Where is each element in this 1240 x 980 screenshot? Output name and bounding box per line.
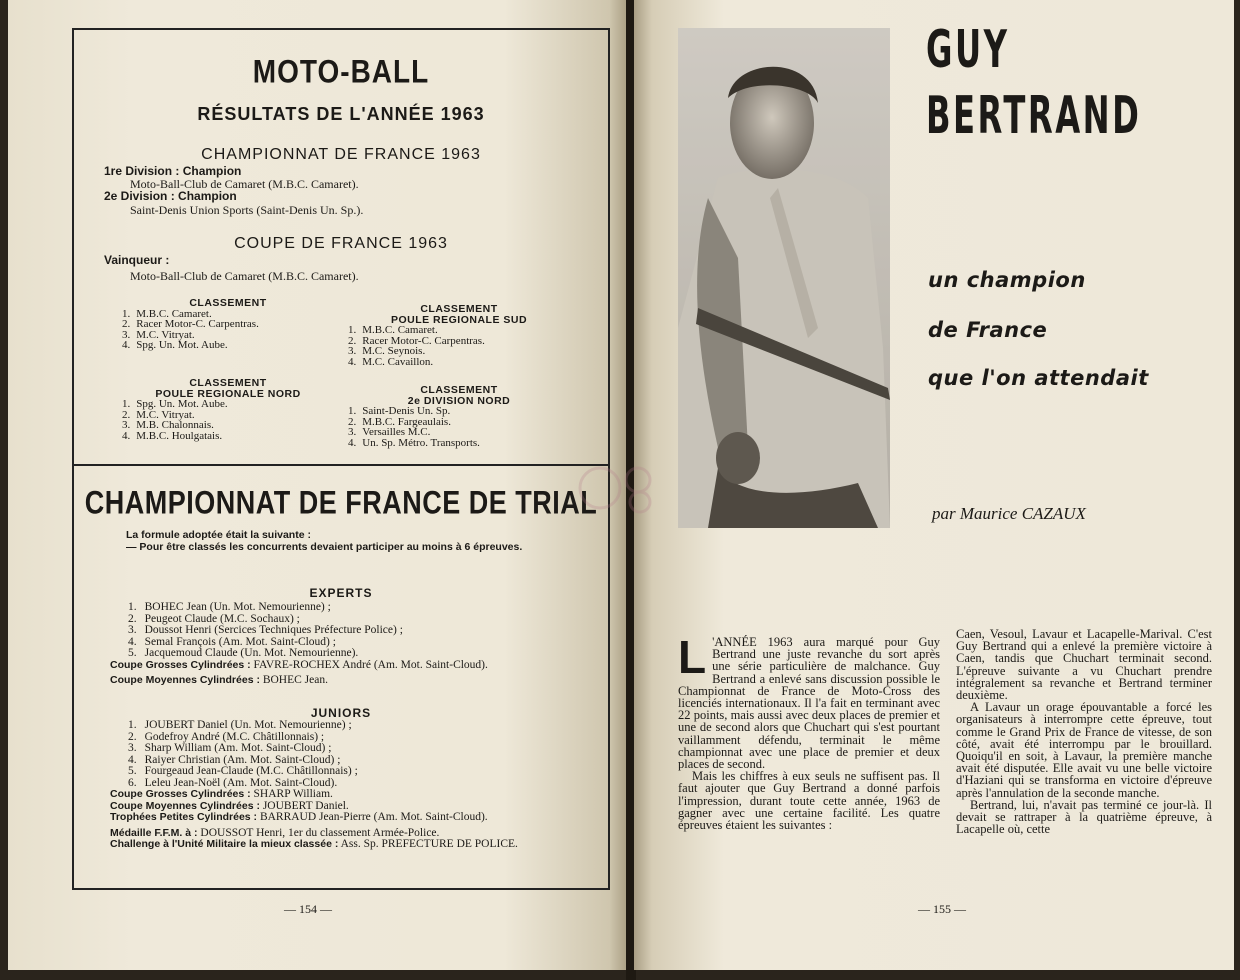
entry: JOUBERT Daniel (Un. Mot. Nemourienne) ;: [144, 719, 352, 731]
coupe-title: COUPE DE FRANCE 1963: [234, 235, 448, 252]
paragraph: Mais les chiffres à eux seuls ne suffisent pas. Il faut ajouter que Guy Bertrand a donné parfois l'impression, durant toute cette année, 1963 de gagner avec une certaine facilité. Les quatre épreuves étaient les suivantes :: [678, 769, 940, 833]
results-frame: [72, 28, 610, 890]
award-winner: JOUBERT Daniel.: [262, 799, 349, 812]
classement-row: [118, 420, 338, 431]
classement-poule-nord: [118, 378, 338, 441]
rank: 5.: [128, 647, 137, 659]
classement-header: CLASSEMENT POULE REGIONALE SUD: [390, 303, 528, 326]
award-category: Coupe Grosses Cylindrées :: [110, 658, 251, 671]
award-winner: Ass. Sp. PREFECTURE DE POLICE.: [340, 838, 518, 850]
team: M.B.C. Camaret.: [136, 307, 212, 320]
entry: Fourgeaud Jean-Claude (M.C. Châtillonnais) ;: [144, 765, 358, 777]
trial-title: CHAMPIONNAT DE FRANCE DE TRIAL: [84, 484, 598, 521]
team: Versailles M.C.: [362, 426, 431, 438]
paragraph: 'ANNÉE 1963 aura marqué pour Guy Bertrand une juste revanche du sort après une série particulière de malchance. Guy Bertrand a enlevé sans discussion possible le Championnat de France de Moto-Cross des licenciés internationaux. Il l'a fait en terminant avec 22 points, mais aussi avec deux places de premier et une de second alors que Chuchart qui s'est pourtant vaillamment défendu, terminait le même championnat avec une place de premier et deux places de second.: [678, 635, 940, 772]
rank: 1.: [128, 601, 137, 613]
classement-2e-division-nord: [344, 385, 574, 448]
div2-team: Saint-Denis Union Sports (Saint-Denis Un. Sp.).: [130, 203, 364, 217]
experts-title: EXPERTS: [309, 586, 373, 600]
results-title: RÉSULTATS DE L'ANNÉE 1963: [197, 104, 485, 124]
classement-row: [118, 431, 338, 442]
award-line: [110, 660, 584, 672]
entry: Godefroy André (M.C. Châtillonnais) ;: [144, 730, 325, 743]
award-winner: SHARP William.: [253, 788, 333, 800]
div2-label: 2e Division : Champion: [104, 189, 237, 203]
team: Racer Motor-C. Carpentras.: [136, 318, 259, 330]
award-line: [110, 839, 584, 851]
rank: 1.: [122, 398, 131, 410]
championnat-title: CHAMPIONNAT DE FRANCE 1963: [201, 146, 481, 163]
team: Spg. Un. Mot. Aube.: [136, 339, 228, 351]
list-item: [114, 743, 584, 755]
rank: 3.: [122, 419, 131, 431]
entry: Peugeot Claude (M.C. Sochaux) ;: [144, 612, 300, 625]
rank: 1.: [348, 405, 357, 417]
paragraph: A Lavaur un orage épouvantable a forcé les organisateurs à interrompre cette épreuve, tout comme le Grand Prix de France de vitesse, de son côté, avait été interrompu par le brouillard. Quoiqu'il en soit, à Lavaur, la première manche avait été disputée. Elle avait vu une belle victoire d'Haziani qui se transforma en victoire d'épreuve après l'annulation de la seconde manche.: [956, 700, 1212, 800]
div1-team: Moto-Ball-Club de Camaret (M.B.C. Camaret).: [130, 177, 359, 191]
entry: BOHEC Jean (Un. Mot. Nemourienne) ;: [144, 601, 331, 613]
rank: 4.: [128, 635, 137, 648]
tagline-line-3: que l'on attendait: [928, 366, 1149, 390]
team: M.C. Cavaillon.: [362, 355, 434, 368]
classement-header: CLASSEMENT POULE REGIONALE NORD: [155, 377, 301, 400]
page-number-left: — 154 —: [284, 902, 332, 916]
list-item: [114, 720, 584, 732]
right-page: [634, 0, 1234, 970]
classement-row: [118, 340, 338, 351]
classement-row: [344, 406, 574, 417]
team: M.B.C. Fargeaulais.: [362, 415, 451, 428]
section-divider: [74, 464, 608, 466]
list-item: [114, 766, 584, 778]
classement-general: [118, 298, 338, 351]
dropcap: L: [678, 631, 707, 683]
classement-header: CLASSEMENT: [189, 297, 267, 309]
classement-poule-sud: [344, 304, 574, 367]
team: M.C. Seynois.: [362, 345, 426, 357]
entry: Doussot Henri (Sercices Techniques Préfecture Police) ;: [144, 624, 403, 636]
rider-photo: [678, 28, 890, 528]
article-column-1: [678, 631, 940, 833]
award-winner: DOUSSOT Henri, 1er du classement Armée-Police.: [200, 826, 440, 839]
name-line-2: BERTRAND: [926, 86, 1142, 146]
team: Saint-Denis Un. Sp.: [362, 405, 451, 417]
rank: 4.: [348, 355, 357, 368]
rank: 3.: [128, 624, 137, 636]
classement-row: [118, 319, 338, 330]
rank: 3.: [348, 426, 357, 438]
tagline-line-2: de France: [928, 318, 1048, 342]
classement-row: [344, 325, 574, 336]
rank: 3.: [348, 345, 357, 357]
rider-portrait-image: [678, 28, 890, 528]
classement-row: [344, 346, 574, 357]
tagline-line-1: un champion: [928, 268, 1086, 292]
award-category: Coupe Moyennes Cylindrées :: [110, 674, 260, 686]
team: M.B. Chalonnais.: [136, 419, 214, 431]
vainqueur-team: Moto-Ball-Club de Camaret (M.B.C. Camaret).: [130, 269, 359, 283]
left-page: [8, 0, 628, 970]
name-line-1: GUY: [926, 20, 1010, 80]
paragraph: Bertrand, lui, n'avait pas terminé ce jour-là. Il devait se rattraper à la quatrième épreuve, à Lacapelle où, cette: [956, 797, 1212, 837]
page-number-right: — 155 —: [918, 902, 966, 916]
award-winner: BARRAUD Jean-Pierre (Am. Mot. Saint-Cloud).: [259, 811, 488, 823]
award-category: Coupe Grosses Cylindrées :: [110, 788, 251, 800]
trial-rules-note: La formule adoptée était la suivante : — Pour être classés les concurrents devaient participer au moins à 6 épreuves.: [126, 529, 523, 553]
entry: Jacquemoud Claude (Un. Mot. Nemourienne).: [144, 647, 359, 659]
rank: 3.: [128, 742, 137, 754]
rank: 2.: [122, 318, 131, 330]
award-category: Coupe Moyennes Cylindrées :: [110, 799, 260, 812]
classement-row: [344, 357, 574, 368]
rank: 4.: [122, 429, 131, 442]
award-category: Trophées Petites Cylindrées :: [110, 811, 258, 823]
list-item: [114, 625, 584, 637]
team: Un. Sp. Métro. Transports.: [362, 436, 480, 449]
rank: 4.: [348, 436, 357, 449]
rank: 4.: [122, 339, 131, 351]
award-winner: BOHEC Jean.: [262, 674, 328, 686]
vainqueur-label: Vainqueur :: [104, 253, 170, 267]
rank: 1.: [122, 307, 131, 320]
moto-ball-title: MOTO-BALL: [252, 53, 430, 90]
classement-row: [344, 427, 574, 438]
team: Spg. Un. Mot. Aube.: [136, 398, 228, 410]
div1-label: 1re Division : Champion: [104, 164, 242, 178]
award-line: [110, 675, 584, 687]
byline: par Maurice CAZAUX: [932, 504, 1086, 523]
classement-row: [344, 438, 574, 449]
rank: 2.: [348, 415, 357, 428]
team: M.B.C. Camaret.: [362, 324, 438, 336]
rank: 2.: [122, 408, 131, 421]
team: Racer Motor-C. Carpentras.: [362, 334, 485, 347]
rank: 4.: [128, 753, 137, 766]
entry: Raiyer Christian (Am. Mot. Saint-Cloud) ;: [144, 753, 341, 766]
team: M.C. Vitryat.: [136, 408, 195, 421]
article-title: [926, 22, 1141, 144]
team: M.C. Vitryat.: [136, 328, 195, 341]
award-line: [110, 812, 584, 824]
juniors-title: JUNIORS: [310, 706, 372, 720]
rank: 6.: [128, 776, 137, 789]
library-stamp-watermark: [578, 458, 662, 518]
entry: Leleu Jean-Noël (Am. Mot. Saint-Cloud).: [144, 776, 338, 789]
entry: Sharp William (Am. Mot. Saint-Cloud) ;: [144, 742, 332, 754]
list-item: [114, 602, 584, 614]
award-winner: FAVRE-ROCHEX André (Am. Mot. Saint-Cloud).: [253, 658, 488, 671]
award-category: Médaille F.F.M. à :: [110, 826, 198, 839]
rank: 2.: [128, 730, 137, 743]
juniors-list: [110, 719, 584, 851]
rank: 3.: [122, 328, 131, 341]
rank: 1.: [128, 719, 137, 731]
entry: Semal François (Am. Mot. Saint-Cloud) ;: [144, 635, 336, 648]
article-column-2: [956, 628, 1212, 835]
rank: 1.: [348, 324, 357, 336]
experts-list: [110, 601, 584, 687]
classement-header: CLASSEMENT 2e DIVISION NORD: [407, 384, 511, 407]
classement-row: [118, 399, 338, 410]
team: M.B.C. Houlgatais.: [136, 429, 223, 442]
rank: 2.: [348, 334, 357, 347]
rank: 5.: [128, 765, 137, 777]
rank: 2.: [128, 612, 137, 625]
paragraph: Caen, Vesoul, Lavaur et Lacapelle-Marival. C'est Guy Bertrand qui a enlevé la première victoire à Caen, tandis que Chuchart terminait second. L'épreuve suivante a vu Chuchart prendre intégralement sa revanche et Bertrand terminer deuxième.: [956, 627, 1212, 703]
award-category: Challenge à l'Unité Militaire la mieux classée :: [110, 838, 339, 850]
